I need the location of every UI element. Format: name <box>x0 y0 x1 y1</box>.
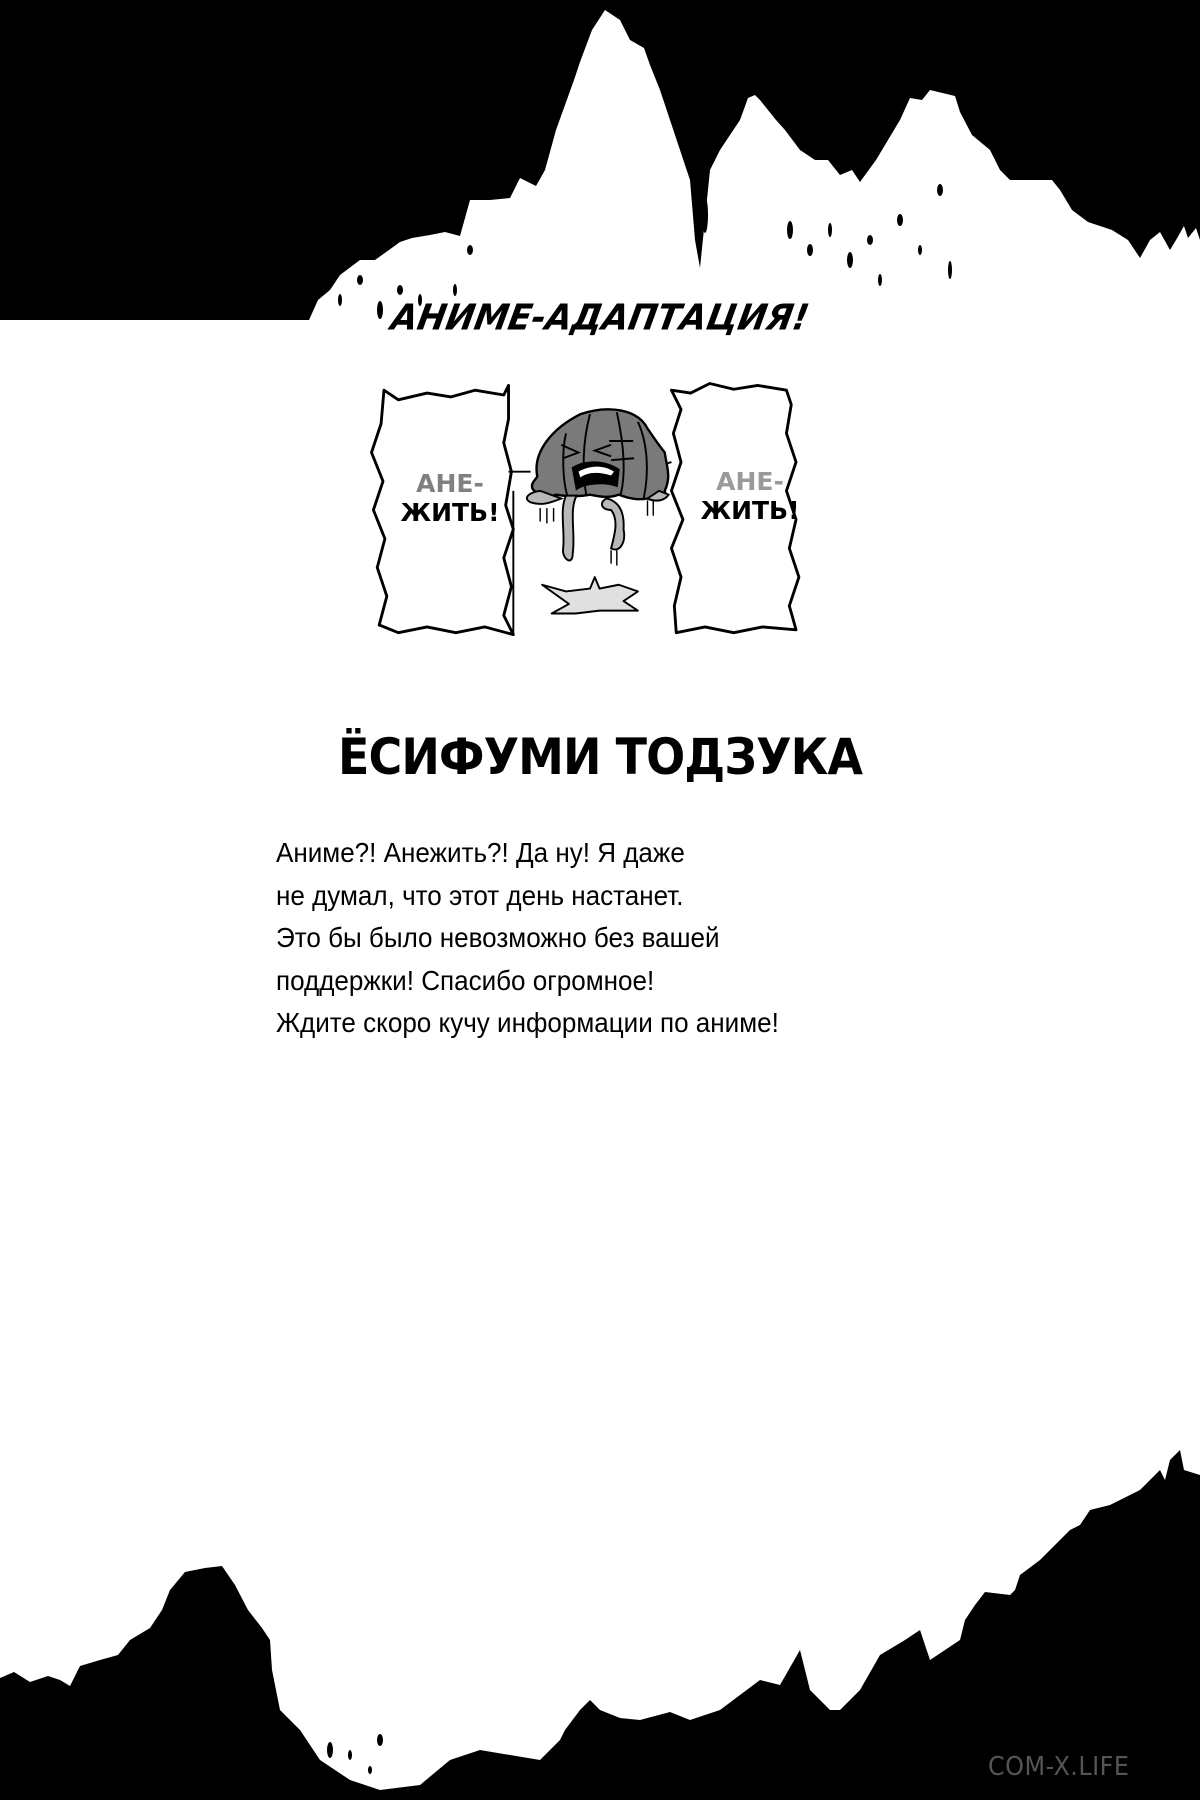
character-hair <box>532 409 668 500</box>
bubble-left-text: АНЕ- ЖИТЬ! <box>400 469 500 527</box>
tears-right <box>602 499 624 550</box>
message-line: Это бы было невозможно без вашей <box>276 922 720 953</box>
message-line: не думал, что этот день настанет. <box>276 879 684 911</box>
tears-left <box>563 496 577 561</box>
tear-splash <box>542 577 638 613</box>
message-line: поддержки! Спасибо огромное! <box>276 964 655 996</box>
ink-splatter-top <box>0 0 1200 320</box>
headline-anime-adaptation: АНИМЕ-АДАПТАЦИЯ! <box>387 297 813 339</box>
message-line: Аниме?! Анежить?! Да ну! Я даже <box>276 837 685 868</box>
watermark: COM-X.LIFE <box>988 1752 1130 1782</box>
ink-splatter-bottom <box>0 1450 1200 1800</box>
message-line: Ждите скоро кучу информации по аниме! <box>276 1007 779 1038</box>
bubble-right-text: АНЕ- ЖИТЬ! <box>700 467 800 525</box>
author-message <box>276 832 908 1045</box>
author-name: ЁСИФУМИ ТОДЗУКА <box>337 728 863 786</box>
